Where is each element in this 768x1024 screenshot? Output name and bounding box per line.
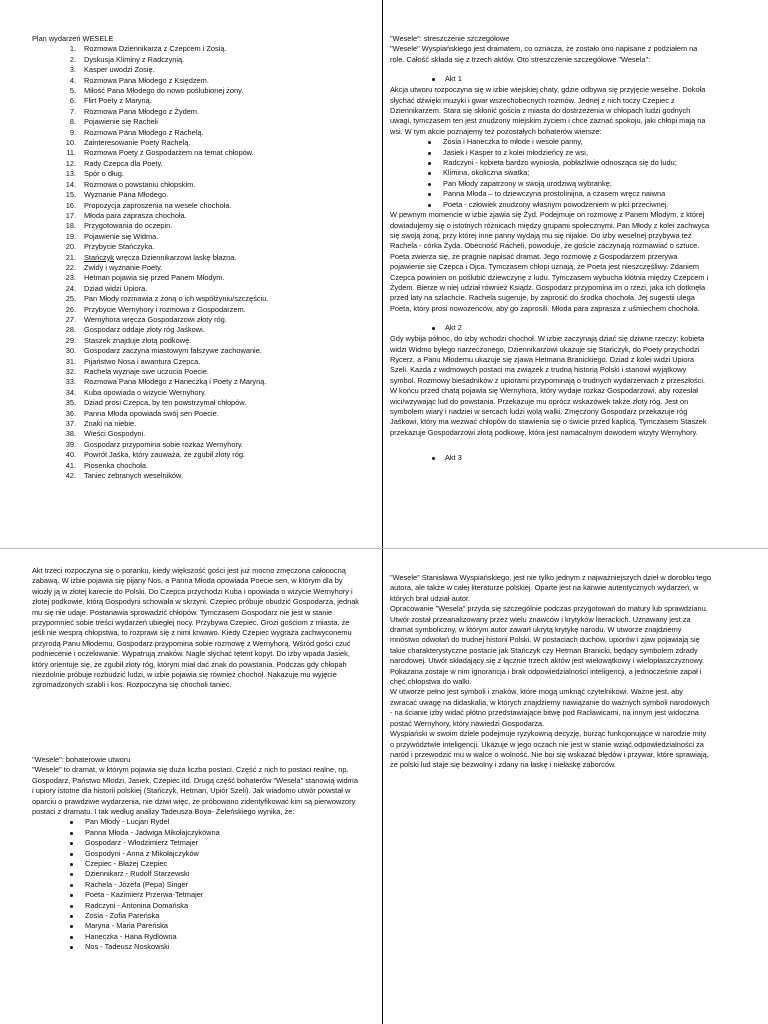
plan-item-text: Pan Młody rozmawia z żoną o ich współżyniu/szczęściu. (84, 294, 269, 304)
plan-item (32, 284, 372, 294)
bullet-icon (428, 152, 431, 155)
plan-item-number: 10. (65, 138, 76, 148)
plan-item-number: 36. (65, 408, 76, 418)
plan-list (32, 44, 372, 481)
plan-item-text: Rozmowa Pana Młodego z Księdzem. (84, 75, 209, 85)
list-item: Panna Młoda – to dziewczyna prostolinijna, a czasem wręcz naiwna (390, 189, 712, 199)
plan-item-text: Wernyhora wręcza Gospodarzowi złoty róg. (84, 314, 227, 324)
bullet-icon (428, 193, 431, 196)
plan-item (32, 305, 372, 315)
act1-heading (390, 73, 712, 85)
plan-item-number: 32. (65, 367, 76, 376)
plan-item-number: 5. (69, 86, 76, 96)
plan-item-number: 33. (65, 377, 76, 387)
plan-item-text: Kuba opowiada o wizycie Wernyhory. (84, 387, 207, 397)
plan-item-number: 29. (65, 335, 76, 345)
bullet-icon (70, 946, 73, 949)
plan-item (32, 242, 372, 252)
plan-item-number: 16. (65, 200, 76, 210)
plan-item-text: Taniec zebranych weselników. (84, 471, 184, 481)
plan-item-number: 37. (65, 419, 76, 429)
bullet-icon (432, 457, 435, 460)
plan-item-text: Propozycja zaproszenia na wesele chochoła. (84, 200, 232, 210)
plan-item-number: 39. (65, 439, 76, 449)
plan-item (32, 388, 372, 398)
plan-item (32, 346, 372, 356)
act3-label: Akt 3 (445, 453, 462, 463)
bullet-icon (70, 821, 73, 824)
list-item: Nos - Tadeusz Noskowski (32, 942, 360, 952)
plan-item-number: 30. (65, 346, 76, 356)
heroes-heading: "Wesele": bohaterowie utworu (32, 754, 131, 764)
plan-item-number: 4. (69, 75, 76, 85)
plan-item (32, 398, 372, 408)
plan-item (32, 409, 372, 419)
bullet-icon (70, 884, 73, 887)
act1-text-continued: W pewnym momencie w izbie zjawia się Żyd. Podejmuje on rozmowę z Panem Młodym, z której dowiadujemy się o istotnych różnicach między grupami społecznymi. Pan Młody z kolei zachwyca się swoją żoną, przy której inne panny wydają mu się nijakie. Do izby weselnej przybywa też Rachela - córka Żyda. Obecność Racheli, powoduje, że goście zaczynają rozmawiać o sztuce. Poeta zwierza się, że pragnie napisać dramat. Jego rozmowę z Gospodarzem przerywa pojawienie się Czepca i Ojca. Tymczasem chłopi uznają, że Poeta jest nieszczęśliwy. Zdaniem Czepca powinien on poślubić dziewczynę z ludu. Tymczasem wybucha kłótnia między Czepcem i Żydem. Bierze w niej udział również Ksiądz. Gospodarz przypomina im o rzezi, jaka ich dotknęła przed laty na szlachcie. Rachela sugeruje, by zaprosić do środka chochoła. Jej sugestii ulega Poeta, który prosi nowożeńców, aby go zaprosili. Młoda para zaprasza z uśmiechem chochoła. (390, 210, 710, 313)
plan-item (32, 325, 372, 335)
summary-intro: "Wesele" Wyspiańskiego jest dramatem, co oznacza, że zostało ono napisane z podziałem na role. Całość składa się z trzech aktów. Oto streszczenie szczegółowe "Wesela": (390, 44, 698, 64)
list-item: Radczyni - Antonina Domańska (32, 901, 360, 911)
plan-item-text: Zainteresowanie Poety Rachelą. (84, 138, 191, 148)
summary-section (390, 34, 712, 464)
plan-item-text: Młoda para zaprasza chochoła. (84, 210, 187, 220)
plan-item-number: 8. (69, 117, 76, 127)
plan-item-text: Rozmowa Pana Młodego z Haneczką i Poety z Maryną. (84, 377, 267, 387)
plan-item-number: 13. (65, 169, 76, 179)
list-item: Czepiec - Błażej Czepiec (32, 859, 360, 869)
bullet-icon (428, 162, 431, 165)
list-item: Zosia - Zofia Pareńska (32, 911, 360, 921)
plan-item-number: 26. (65, 304, 76, 314)
act1-label: Akt 1 (445, 74, 462, 84)
plan-item-text: Rozmowa o powstaniu chłopskim. (84, 179, 196, 189)
plan-item (32, 471, 372, 481)
plan-item-text: Dziad widzi Upiora. (84, 283, 148, 293)
about-paragraph-2: Opracowanie "Wesela" przyda się szczególnie podczas przygotowań do matury lub sprawdzianu. Utwór został przeanalizowany przez wielu znawców i krytyków literackich. Uznawany jest za dramat symboliczny, w którym autor zawarł ukrytą krytykę narodu. W utworze znajdziemy mnóstwo odwołań do trudnej historii Polski. W postaciach duchów, upiorów i zjaw pojawiają się takie charakterystyczne postacie jak Stańczyk czy Hetman Branicki, będący symbolem zdrady narodowej. Utwór składający się z łącznie trzech aktów jest wielowątkowy i wielopłaszczyznowy. Pokazana zostaje w nim ignorancja i brak odpowiedzialności inteligencji, a jednocześnie zapał i chęć chłopstwa do walki. (390, 604, 708, 687)
plan-item (32, 232, 372, 242)
plan-item-number: 15. (65, 190, 76, 200)
plan-item-number: 27. (65, 314, 76, 324)
plan-title: Plan wydarzeń WESELE (32, 34, 114, 43)
plan-item (32, 429, 372, 439)
plan-item-text: Pijaństwo Nosa i awantura Czepca. (84, 356, 201, 366)
plan-item-text: Gospodarz przypomina sobie rozkaz Wernyhory. (84, 439, 244, 449)
plan-item-text: Zwidy i wyznanie Poety. (84, 262, 163, 272)
plan-item (32, 201, 372, 211)
list-item: Jasiek i Kasper to z kolei młodzieńcy ze wsi, (390, 148, 712, 158)
plan-item (32, 211, 372, 221)
plan-item-text: Gospodarz zaczyna miastowym fałszywe zachowanie. (84, 346, 262, 356)
plan-item-text: Hetman pojawia się przed Panem Młodym. (84, 273, 225, 283)
plan-item-text: Przygotowania do oczepin. (84, 221, 173, 231)
plan-item-number: 38. (65, 429, 76, 439)
plan-item (32, 336, 372, 346)
plan-item (32, 107, 372, 117)
bullet-icon (428, 204, 431, 207)
list-item: Gospodarz - Włodzimierz Tetmajer (32, 838, 360, 848)
list-item: Klimina, okoliczna swatka; (390, 168, 712, 178)
about-section (390, 573, 712, 771)
bullet-icon (428, 183, 431, 186)
plan-item (32, 419, 372, 429)
list-item: Zosia i Haneczka to młode i wesołe panny, (390, 137, 712, 147)
plan-item-number: 42. (65, 471, 76, 481)
plan-item (32, 128, 372, 138)
plan-item-number: 41. (65, 460, 76, 470)
plan-item-number: 23. (65, 273, 76, 283)
plan-item-text: Dziad prosi Czepca, by ten powstrzymał chłopów. (84, 398, 247, 408)
plan-item-text: Wyznanie Pana Młodego. (84, 190, 169, 200)
list-item: Rachela - Józefa (Pepa) Singer (32, 880, 360, 890)
list-item: Pan Młody zapatrzony w swoją urodziwą wybrankę; (390, 179, 712, 189)
plan-item (32, 273, 372, 283)
heroes-intro: "Wesele" to dramat, w którym pojawia się duża liczba postaci. Część z nich to postaci realne, np. Gospodarz, Państwo Młodzi, Jasiek, Czepiec itd. Drugą część bohaterów "Wesela" stanowią widma i upiory istotne dla historii polskiej (Stańczyk, Hetman, Upiór Szeli). Jak wiadomo utwór powstał w oparciu o prawdziwe wydarzenia, nie dziwi więc, że próbowano zidentyfikować kim są pierwowzory postaci z dramatu. I tak według analizy Tadeusza Boya- Żeleńskiego wynika, że: (32, 765, 358, 816)
plan-item (32, 461, 372, 471)
plan-item (32, 294, 372, 304)
plan-item (32, 138, 372, 148)
plan-item-text: Gospodarz oddaje złoty róg Jaśkowi. (84, 325, 205, 335)
plan-item-text: Rachela wyznaje swe uczucia Poecie. (84, 367, 209, 376)
plan-item-text: Znaki na niebie. (84, 419, 137, 429)
bullet-icon (432, 327, 435, 330)
list-item: Panna Młoda - Jadwiga Mikołajczykówna (32, 828, 360, 838)
plan-item-number: 40. (65, 450, 76, 460)
bullet-icon (70, 832, 73, 835)
bullet-icon (70, 853, 73, 856)
plan-item-text: Pojawienie się Racheli (84, 117, 158, 127)
plan-item (32, 450, 372, 460)
plan-item (32, 221, 372, 231)
act2-text: Gdy wybija północ, do izby wchodzi chochoł. W izbie zaczynają dziać się dziwne rzeczy: kobieta widzi Widmo byłego narzeczonego, Dziennikarzowi ukazuje się Stańczyk, do Poety przychodzi Rycerz, a Panu Młodemu ukazuje się zjawa Hetmana Branickiego. Dziad z kolei widzi Upiora Szeli. Każda z widmowych postaci ma związek z trudną historią Polski i stanowi wyjątkowy symbol. Rozmowy bieśadników z upiorami przypominają o trudnych wydarzeniach z przeszłości. W końcu przed chatą pojawia się Wernyhora, który wydaje rozkaz Gospodarzowi, aby rozesłał wici/wzywając lud do powstania. Przekazuje mu oprócz wskazówek także złoty róg. Jest on symbolem wiary i nadziei w sercach ludzi wolą walki. Zmęczony Gospodarz przekazuje róg Jaśkowi, który ma wezwać chłopów do stawienia się o świcie przed kaplicą. Tymczasem Staszek przekazuje Gospodarzowi złotą podkowę, która jest namacalnym dowodem wizyty Wernyhory. (390, 334, 707, 437)
list-item: Maryna - Maria Pareńska (32, 921, 360, 931)
plan-item-number: 6. (69, 96, 76, 106)
plan-item-text: Przybycie Wernyhory i rozmowa z Gospodarzem. (84, 304, 246, 314)
about-paragraph-3: W utworze pełno jest symboli i znaków, które mogą umknąć czytelnikowi. Ważne jest, aby zwracać uwagę na didaskalia, w których znajdziemy nawiązanie do ważnych symboli narodowych - na ścianie izby widać płótno przedstawiające bitwę pod Racławicami, na innym jest widoczna postać Wernyhory, który nawiedzi Gospodarza. (390, 687, 710, 728)
plan-item-text: Flirt Poety z Maryną. (84, 96, 152, 106)
plan-item-number: 1. (69, 44, 76, 54)
plan-item-text: Rozmowa Dziennikarza z Czepcem i Zosią. (84, 44, 227, 54)
page-divider (0, 548, 768, 549)
plan-item-number: 21. (65, 252, 76, 262)
list-item: Dziennikarz - Rudolf Starzewski (32, 869, 360, 879)
plan-item (32, 377, 372, 387)
plan-item (32, 65, 372, 75)
list-item: Pan Młody - Lucjan Rydel (32, 817, 360, 827)
plan-item (32, 440, 372, 450)
plan-section (32, 34, 372, 481)
plan-item (32, 253, 372, 263)
plan-item (32, 86, 372, 96)
list-item: Poeta - Kazimierz Przerwa-Tetmajer (32, 890, 360, 900)
bullet-icon (70, 925, 73, 928)
plan-item (32, 180, 372, 190)
plan-item-number: 22. (65, 262, 76, 272)
plan-item-text: Przybycie Stańczyka. (84, 242, 155, 252)
about-paragraph-4: Wyspiański w swoim dziele podejmuje ryzykowną decyzję, burząc funkcjonujące w narodzie mity o przywództwie inteligencji. Ukazuje w jego oczach nie jest w stanie wziąć odpowiedzialności za naród i przewodzić mu w walce o wolność. Nie boi się wskazać błędów i przywar, które sprawiają, że polski lud staje się bezwolny i zdany na łaskę i niełaskę zaborców. (390, 729, 709, 770)
plan-item (32, 76, 372, 86)
plan-item-text: Piosenka chochoła. (84, 460, 149, 470)
plan-item-number: 9. (69, 127, 76, 137)
plan-item-number: 19. (65, 231, 76, 241)
plan-item-number: 31. (65, 356, 76, 366)
plan-item-text: Panna Młoda opowiada swój sen Poecie. (84, 408, 219, 418)
plan-item-number: 25. (65, 294, 76, 304)
bullet-icon (70, 894, 73, 897)
plan-item-number: 34. (65, 387, 76, 397)
bullet-icon (70, 863, 73, 866)
act2-label: Akt 2 (445, 322, 462, 332)
bullet-icon (70, 936, 73, 939)
plan-item-text (84, 253, 236, 263)
list-item: Poeta - człowiek znudzony własnym powodzeniem w płci przeciwnej. (390, 200, 712, 210)
plan-item (32, 148, 372, 158)
bullet-icon (70, 905, 73, 908)
plan-item-number: 18. (65, 221, 76, 231)
plan-item-text: Rozmowa Poety z Gospodarzem na temat chłopów. (84, 148, 254, 158)
plan-item-number: 28. (65, 325, 76, 335)
plan-item-number: 2. (69, 54, 76, 64)
bullet-icon (70, 915, 73, 918)
plan-item-text: Pojawienie się Widma. (84, 231, 159, 241)
plan-item (32, 55, 372, 65)
plan-item-number: 7. (69, 106, 76, 116)
plan-item (32, 117, 372, 127)
plan-item-number: 11. (66, 148, 76, 158)
bullet-icon (432, 78, 435, 81)
plan-item (32, 357, 372, 367)
plan-item-number: 14. (65, 179, 76, 189)
bullet-icon (70, 842, 73, 845)
column-divider (382, 0, 383, 1024)
act1-list (390, 137, 712, 210)
plan-item-text: Kasper uwodzi Zosię. (84, 65, 155, 75)
summary-heading: "Wesele": streszczenie szczegółowe (390, 34, 510, 43)
act3-and-heroes-section (32, 566, 360, 953)
plan-item-text: Rozmowa Pana Młodego z Żydem. (84, 106, 200, 116)
plan-item-number: 35. (65, 398, 76, 408)
plan-item (32, 263, 372, 273)
plan-item (32, 190, 372, 200)
plan-item (32, 315, 372, 325)
bullet-icon (70, 873, 73, 876)
plan-item-number: 17. (65, 210, 76, 220)
plan-item-text: Miłość Pana Młodego do nowo poślubionej żony. (84, 86, 244, 96)
act3-text: Akt trzeci rozpoczyna się o poranku, kiedy większość gości jest już mocno zmęczona całonocną zabawą. W izbie pojawia się pijany Nos, a Panna Młoda opowiada Poecie sen, w którym dla by wiozły ją w złotej karecie do Polski. Do Czepca przychodzi Kuba i opowiada o wizycie Wernyhory i złotej podkowie, którą Gospodyni schowała w skrzyni. Czepiec próbuje obudzić Gospodarza, jednak mu się nie udaje. Postanawia sprowadzić chłopów. Tymczasem Gospodarz nie jest w stanie przypomnieć sobie treści wydarzeń ubiegłej nocy. Przybywa Czepiec. Grozi gościom z miasta, że jeśli nie wesprą chłopstwa, to rozprawi się z nimi krwawo. Kiedy Czepiec wygraża zachwyconemu przyrodą Panu Młodemu, Gospodarz przypomina sobie rozmowę z Wernyhorą. Wśród gości czuć podniecenie i oczekiwanie. Wypatrują znaków. Nagle słychać tętent kopyt. Do izby wpada Jasiek, który orientuje się, że zgubił złoty róg, którym miał dać znak do powstania. Podczas gdy chłopah niezdolnie próbuje rozbudzić ludzi, w izbie pojawia się również chochoł. Nakazuje mu wyjęcie zgromadzonych szabli i kos. Rozpoczyna się chocholi taniec. (32, 566, 360, 690)
act2-heading (390, 322, 712, 334)
plan-item (32, 44, 372, 54)
plan-item-text: Staszek znajduje złotą podkowę. (84, 335, 192, 345)
plan-item-text: Rozmowa Pana Młodego z Rachelą. (84, 127, 204, 137)
plan-item (32, 159, 372, 169)
bullet-icon (428, 141, 431, 144)
bullet-icon (428, 172, 431, 175)
plan-item-underlined: Stańczyk (84, 252, 114, 262)
plan-item (32, 169, 372, 179)
plan-item-number: 24. (65, 283, 76, 293)
plan-item-number: 3. (69, 65, 76, 75)
plan-item-text: Spór o dług. (84, 169, 124, 179)
plan-item-number: 12. (65, 158, 76, 168)
plan-item-text: Dyskusja Kliminy z Radczynią. (84, 54, 185, 64)
heroes-list (32, 817, 360, 952)
list-item: Haneczka - Hana Rydlówna (32, 932, 360, 942)
list-item: Gospodyni - Anna z Mikołajczyków (32, 849, 360, 859)
plan-item (32, 96, 372, 106)
plan-item-rest: wręcza Dziennikarzowi laskę błazna. (114, 252, 237, 262)
plan-item-number: 20. (65, 242, 76, 252)
act1-text: Akcja utworu rozpoczyna się w izbie wiejskiej chaty, gdzie odbywa się przyjęcie weselne. Dokoła słychać dźwięki muzyki i gwar wszechobecnych rozmów. Jednej z nich toczy Czepiec z Dziennikarzem. Stara się skłonić gościa z miasta do dostrzeżenia w chłopach ludzi godnych uwagi, tymczasem ten jest znudzony miejskim życiem i chce zaznać spokoju, jaki chłopi mają na wsi. W tym akcie poznajemy też pozostałych bohaterów wiersze: (390, 85, 706, 136)
plan-item-text: Rady Czepca dla Poety. (84, 158, 163, 168)
act3-heading (390, 452, 712, 464)
list-item: Radczyni - kobieta bardzo wyniosła, pobłażliwie odnosząca się do ludu; (390, 158, 712, 168)
about-paragraph-1: "Wesele" Stanisława Wyspiańskiego, jest nie tylko jednym z najważniejszych dzieł w dorobku tego autora, ale także w całej literaturze polskiej. Oparte jest na kanwie autentycznych wydarzeń, w których brał udział autor. (390, 573, 711, 603)
plan-item (32, 367, 372, 377)
plan-item-text: Powrót Jaśka, który zauważa, że zgubił złoty róg. (84, 450, 246, 460)
plan-item-text: Wieści Gospodyni. (84, 429, 146, 439)
